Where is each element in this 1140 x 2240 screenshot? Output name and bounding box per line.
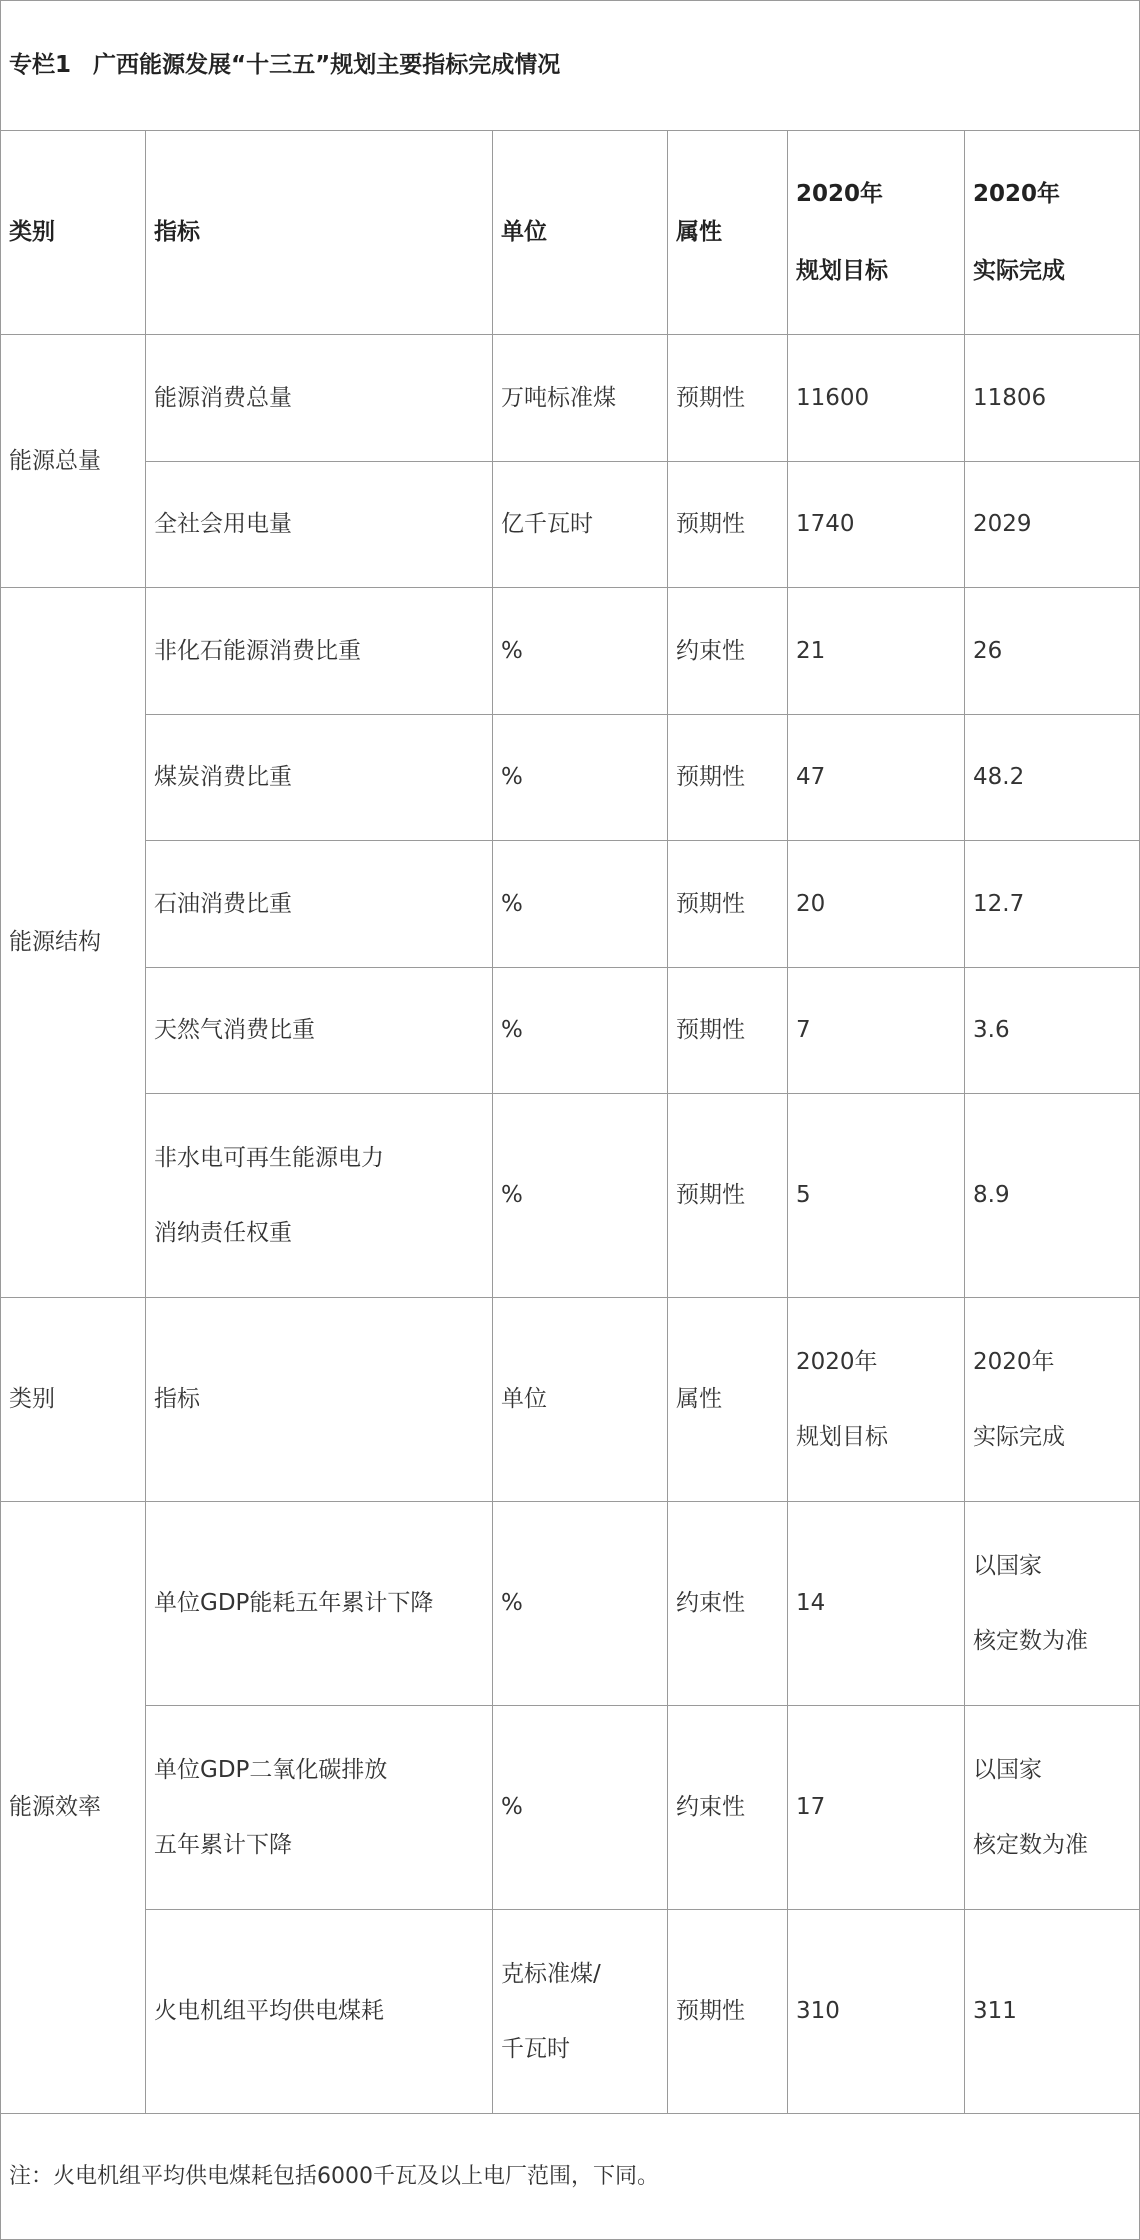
table-row [1,462,1140,588]
header-indicator: 指标 [146,131,493,335]
unit-line: 千瓦时 [501,2035,570,2062]
actual-line: 以国家 [973,1756,1042,1783]
table-row [1,1502,1140,1706]
category-cell: 能源效率 [1,1502,146,2114]
unit-cell: % [493,588,668,715]
attribute-cell: 预期性 [668,462,788,588]
header-indicator: 指标 [146,1298,493,1502]
attribute-cell: 预期性 [668,715,788,841]
indicator-cell [146,1094,493,1298]
actual-cell: 311 [965,1910,1140,2114]
indicator-line: 五年累计下降 [154,1831,292,1858]
table-row [1,335,1140,462]
actual-cell: 12.7 [965,841,1140,968]
indicator-cell: 煤炭消费比重 [146,715,493,841]
header-unit: 单位 [493,1298,668,1502]
note-row [1,2114,1140,2240]
attribute-cell: 约束性 [668,588,788,715]
header-target [788,1298,965,1502]
actual-line: 核定数为准 [973,1627,1088,1654]
header-category: 类别 [1,1298,146,1502]
category-cell: 能源结构 [1,588,146,1298]
table-row [1,1706,1140,1910]
target-cell: 47 [788,715,965,841]
unit-cell: % [493,1094,668,1298]
attribute-cell: 预期性 [668,1910,788,2114]
indicator-cell: 非化石能源消费比重 [146,588,493,715]
attribute-cell: 预期性 [668,1094,788,1298]
actual-cell: 26 [965,588,1140,715]
table-title [1,1,1140,131]
target-cell: 14 [788,1502,965,1706]
target-cell: 1740 [788,462,965,588]
target-cell: 17 [788,1706,965,1910]
table-row [1,1910,1140,2114]
header-actual-label: 实际完成 [973,257,1065,284]
target-cell: 21 [788,588,965,715]
title-prefix: 专栏1 [9,52,72,78]
table-row [1,841,1140,968]
header-target-year: 2020年 [796,1348,878,1375]
indicator-cell: 火电机组平均供电煤耗 [146,1910,493,2114]
header-actual-year: 2020年 [973,1348,1055,1375]
indicator-cell: 能源消费总量 [146,335,493,462]
category-cell: 能源总量 [1,335,146,588]
header-category: 类别 [1,131,146,335]
attribute-cell: 预期性 [668,968,788,1094]
table-row [1,1094,1140,1298]
actual-cell: 8.9 [965,1094,1140,1298]
title-row [1,1,1140,131]
actual-cell: 11806 [965,335,1140,462]
actual-line: 核定数为准 [973,1831,1088,1858]
header-attribute: 属性 [668,1298,788,1502]
attribute-cell: 预期性 [668,841,788,968]
unit-cell: % [493,1502,668,1706]
unit-cell [493,1910,668,2114]
actual-cell [965,1502,1140,1706]
header-actual-year: 2020年 [973,180,1061,207]
header-actual [965,131,1140,335]
header-row [1,131,1140,335]
actual-line: 以国家 [973,1552,1042,1579]
table-row [1,588,1140,715]
header-attribute: 属性 [668,131,788,335]
header-target-label: 规划目标 [796,257,888,284]
indicator-line: 消纳责任权重 [154,1219,292,1246]
target-cell: 5 [788,1094,965,1298]
unit-cell: % [493,1706,668,1910]
unit-line: 克标准煤/ [501,1960,601,1987]
indicator-line: 非水电可再生能源电力 [154,1144,384,1171]
attribute-cell: 预期性 [668,335,788,462]
indicator-cell [146,1706,493,1910]
actual-cell: 3.6 [965,968,1140,1094]
actual-cell: 48.2 [965,715,1140,841]
header-actual-label: 实际完成 [973,1423,1065,1450]
repeated-header-row [1,1298,1140,1502]
indicator-cell: 天然气消费比重 [146,968,493,1094]
attribute-cell: 约束性 [668,1502,788,1706]
target-cell: 11600 [788,335,965,462]
indicator-cell: 石油消费比重 [146,841,493,968]
actual-cell: 2029 [965,462,1140,588]
header-target-label: 规划目标 [796,1423,888,1450]
header-target-year: 2020年 [796,180,884,207]
unit-cell: 万吨标准煤 [493,335,668,462]
target-cell: 310 [788,1910,965,2114]
indicator-line: 单位GDP二氧化碳排放 [154,1756,388,1783]
unit-cell: % [493,841,668,968]
indicator-cell: 单位GDP能耗五年累计下降 [146,1502,493,1706]
unit-cell: % [493,968,668,1094]
indicator-cell: 全社会用电量 [146,462,493,588]
target-cell: 20 [788,841,965,968]
actual-cell [965,1706,1140,1910]
unit-cell: % [493,715,668,841]
target-cell: 7 [788,968,965,1094]
table-row [1,968,1140,1094]
table-note: 注：火电机组平均供电煤耗包括6000千瓦及以上电厂范围，下同。 [1,2114,1140,2240]
attribute-cell: 约束性 [668,1706,788,1910]
title-text: 广西能源发展“十三五”规划主要指标完成情况 [93,52,561,78]
table-row [1,715,1140,841]
header-unit: 单位 [493,131,668,335]
header-target [788,131,965,335]
unit-cell: 亿千瓦时 [493,462,668,588]
header-actual [965,1298,1140,1502]
